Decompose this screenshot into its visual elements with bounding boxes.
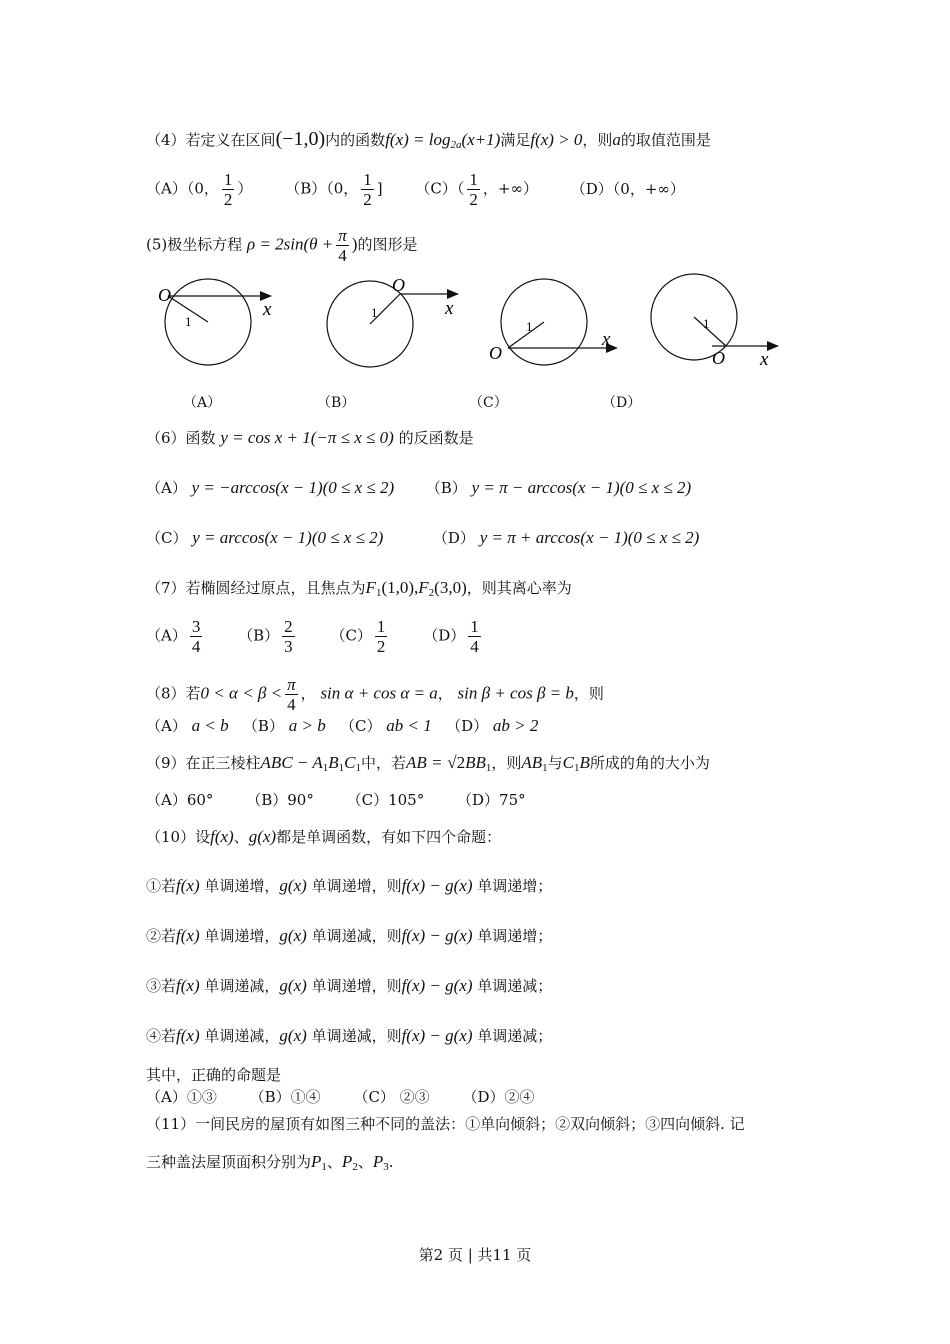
q8-option-c: ab < 1: [386, 716, 432, 735]
q6-option-a-label: （A）: [146, 479, 187, 497]
svg-text:O: O: [489, 343, 502, 363]
q6-option-d: y = π + arccos(x − 1)(0 ≤ x ≤ 2): [479, 528, 700, 547]
q7-option-c: （C） $\frac{1}{2}$: [330, 617, 386, 656]
q6-option-a: y = −arccos(x − 1)(0 ≤ x ≤ 2): [191, 478, 395, 497]
q10-proposition-3: ③若f(x) 单调递减，g(x) 单调递增，则f(x) − g(x) 单调递减；: [146, 976, 553, 995]
svg-text:x: x: [602, 329, 611, 350]
q5-eq: ρ = 2sin(θ +: [247, 234, 334, 254]
q10-answer-intro: 其中，正确的命题是: [146, 1066, 282, 1084]
q6-options-row2: [146, 527, 699, 549]
q8-option-a: a < b: [191, 716, 229, 735]
svg-text:x: x: [445, 298, 454, 319]
q4-options: [146, 170, 713, 209]
q8-option-d: ab > 2: [492, 716, 539, 735]
page-footer: 第2 页 | 共11 页: [418, 1246, 532, 1264]
q6-stem: （6）函数 y = cos x + 1(−π ≤ x ≤ 0) 的反函数是: [146, 428, 474, 447]
figure-label-b: （B）: [317, 395, 356, 411]
q10-proposition-2: ②若f(x) 单调递增，g(x) 单调递减，则f(x) − g(x) 单调递增；: [146, 926, 553, 945]
q9-option-a: （A）60°: [146, 791, 214, 809]
q7-stem: （7）若椭圆经过原点，且焦点为$F_1(1,0),F_2(3,0)$，则其离心率为: [146, 578, 572, 599]
q6-options-row1: [146, 477, 691, 499]
label-o: O: [158, 285, 171, 305]
q4-stem: [146, 128, 711, 156]
q5-stem: (5)极坐标方程 ρ = 2sin(θ + $\frac{\pi}{4}$ )的图形是: [146, 226, 418, 265]
svg-text:O: O: [392, 275, 405, 295]
q4-interval: (−1,0): [275, 128, 326, 150]
svg-text:1: 1: [526, 319, 533, 334]
q6-option-d-label: （D）: [432, 529, 475, 547]
q4-option-c: （C）（ $\frac{1}{2}$ ，+∞）: [415, 170, 538, 209]
q4-text: ，则: [582, 131, 613, 149]
q10-proposition-4: ④若f(x) 单调递减，g(x) 单调递减，则f(x) − g(x) 单调递减；: [146, 1026, 553, 1045]
figure-a: [158, 279, 272, 365]
q7-option-b: （B） $\frac{2}{3}$: [238, 617, 293, 656]
svg-text:O: O: [712, 348, 725, 368]
q5-circle-figures: [0, 270, 950, 380]
q4-text: 的取值范围是: [620, 131, 711, 149]
svg-text:1: 1: [371, 305, 378, 320]
q10-options: [146, 1086, 563, 1108]
svg-text:x: x: [760, 349, 769, 370]
q11-line1: （11）一间民房的屋顶有如图三种不同的盖法：①单向倾斜；②双向倾斜；③四向倾斜. 记: [146, 1115, 745, 1133]
q6-option-b-label: （B）: [425, 479, 467, 497]
q10-option-c: （C） ②③: [353, 1088, 430, 1106]
q4-log-base: 2a: [450, 139, 462, 151]
figure-label-d: （D）: [602, 395, 642, 411]
label-radius: 1: [185, 314, 192, 329]
figure-c: [489, 279, 618, 365]
q11-line2: 三种盖法屋顶面积分别为$P_1$、$P_2$、$P_3$.: [146, 1152, 394, 1173]
q4-text: 若定义在区间: [185, 131, 276, 149]
q10-option-a: （A）①③: [146, 1088, 217, 1106]
q5-text: 的图形是: [357, 235, 418, 254]
q6-option-c-label: （C）: [146, 529, 188, 547]
q9-stem: （9）在正三棱柱ABC − $A_1B_1C_1$中，若AB = $√2BB_1$，则$AB_1$与$C_1B$所成的角的大小为: [146, 753, 710, 774]
q4-text: 内的函数: [325, 131, 386, 149]
q10-stem: （10）设f(x)、g(x)都是单调函数，有如下四个命题：: [146, 827, 502, 846]
q10-proposition-1: ①若f(x) 单调递增，g(x) 单调递增，则f(x) − g(x) 单调递增；: [146, 876, 553, 895]
figure-label-a: （A）: [183, 395, 222, 411]
q8-stem: （8）若0 < α < β < $\frac{\pi}{4}$ ， sin α + cos α = a， sin β + cos β = b，则: [146, 675, 604, 714]
q10-option-d: （D）②④: [462, 1088, 535, 1106]
q7-option-a: （A） $\frac{3}{4}$: [146, 617, 201, 656]
q7-options: [146, 617, 512, 656]
q9-option-b: （B）90°: [246, 791, 314, 809]
q9-option-c: （C）105°: [346, 791, 425, 809]
q4-cond: f(x) > 0: [530, 130, 583, 149]
q8-options: （A） a < b （B） a > b （C） ab < 1 （D） ab > 2: [146, 716, 539, 735]
q5-text: (5)极坐标方程: [146, 235, 243, 254]
q4-option-d: （D）（0，+∞）: [570, 179, 685, 198]
q6-option-b: y = π − arccos(x − 1)(0 ≤ x ≤ 2): [471, 478, 692, 497]
q4-number: （4）: [146, 131, 186, 149]
q4-option-a: （A）（0， $\frac{1}{2}$ ）: [146, 170, 253, 209]
figure-b: [327, 275, 459, 367]
q6-eq: y = cos x + 1(−π ≤ x ≤ 0): [220, 428, 394, 447]
q9-options: [146, 789, 554, 811]
q7-option-d: （D） $\frac{1}{4}$: [423, 617, 479, 656]
figure-d: [651, 274, 779, 370]
figure-label-c: （C）: [469, 395, 508, 411]
q4-option-b: （B）（0， $\frac{1}{2}$ ]: [285, 170, 383, 209]
q4-text: 满足: [500, 131, 531, 149]
svg-text:1: 1: [703, 316, 710, 331]
q6-option-c: y = arccos(x − 1)(0 ≤ x ≤ 2): [192, 528, 384, 547]
q8-option-b: a > b: [288, 716, 326, 735]
q9-option-d: （D）75°: [457, 791, 526, 809]
q5-eq-close: ): [351, 234, 358, 254]
q4-arg: (x+1): [461, 130, 501, 149]
q4-var: a: [612, 130, 621, 149]
label-x: x: [263, 299, 272, 320]
q10-option-b: （B）①④: [249, 1088, 321, 1106]
q4-func: f(x) = log: [385, 130, 451, 149]
